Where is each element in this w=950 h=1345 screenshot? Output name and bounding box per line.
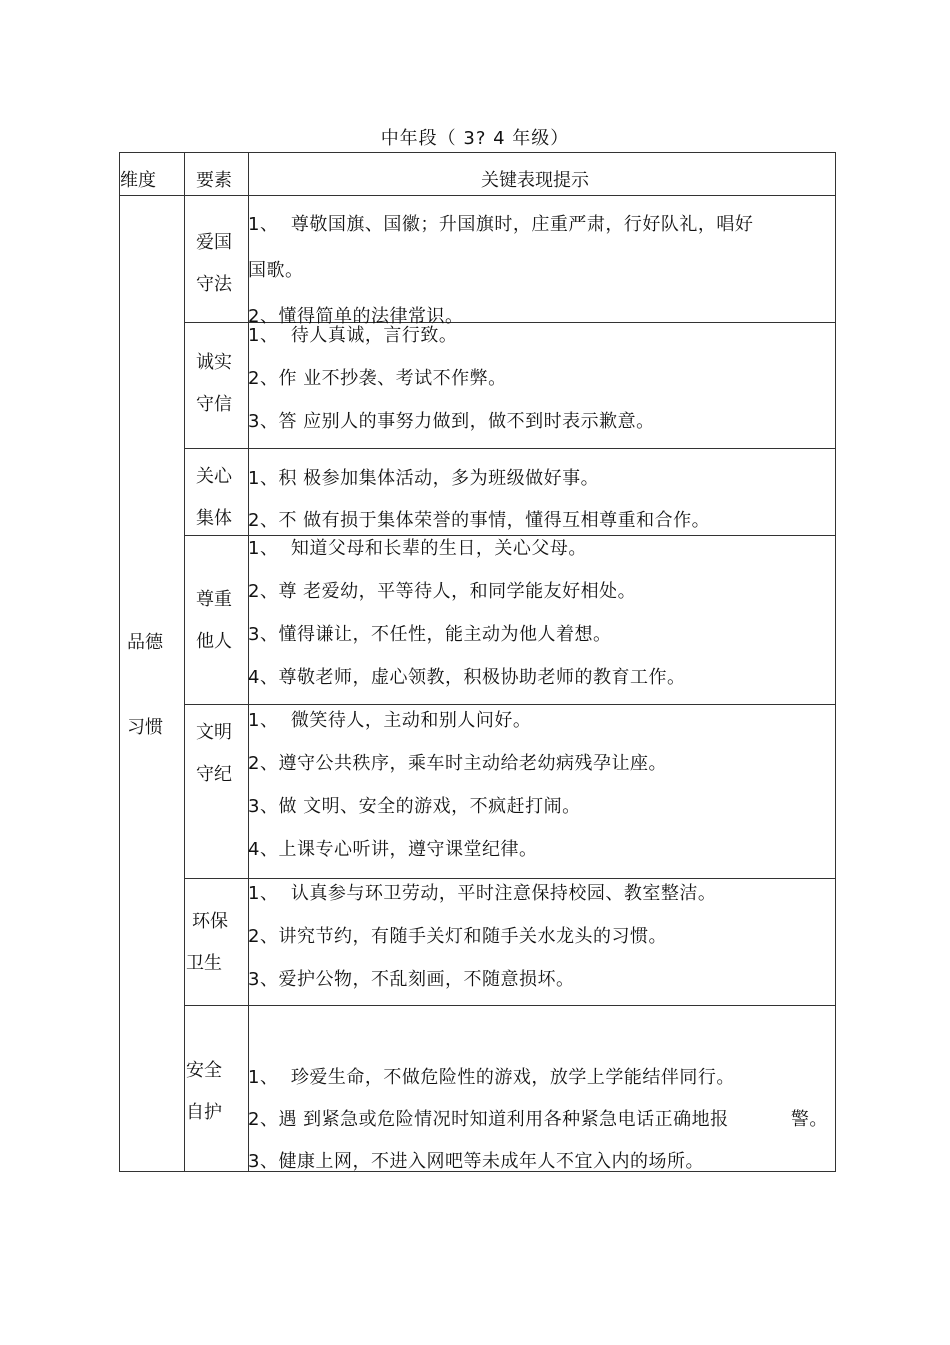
row-divider [184,448,836,449]
key-point-line: 3、懂得谦让，不任性，能主动为他人着想。 [248,624,612,645]
key-point-line: 1、积 极参加集体活动，多为班级做好事。 [248,468,600,489]
key-point-line: 1、 认真参与环卫劳动，平时注意保持校园、教室整洁。 [248,883,717,904]
header-dimension: 维度 [120,170,156,191]
element-label-line: 守法 [196,274,232,295]
element-label-line: 自护 [186,1102,222,1123]
key-point-line: 国歌。 [248,260,304,281]
header-element: 要素 [196,170,232,191]
key-point-line: 2、遵守公共秩序，乘车时主动给老幼病残孕让座。 [248,753,667,774]
key-point-line: 1、 尊敬国旗、国徽；升国旗时，庄重严肃，行好队礼，唱好 [248,214,754,235]
header-divider [119,195,836,196]
key-point-line: 3、健康上网，不进入网吧等未成年人不宜入内的场所。 [248,1151,704,1172]
element-label-line: 关心 [196,466,232,487]
element-label-line: 环保 [192,911,228,932]
element-label-line: 爱国 [196,232,232,253]
key-point-line: 1、 知道父母和长辈的生日，关心父母。 [248,538,587,559]
key-point-line: 1、 微笑待人，主动和别人问好。 [248,710,532,731]
row-divider [184,535,836,536]
element-label [186,901,228,985]
key-point-line: 3、做 文明、安全的游戏，不疯赶打闹。 [248,796,581,817]
element-label [196,342,232,426]
element-label-line: 守纪 [196,764,232,785]
table-border-left [119,152,120,1172]
key-point-line: 2、遇 到紧急或危险情况时知道利用各种紧急电话正确地报 警。 [248,1109,828,1130]
element-label-line: 他人 [196,631,232,652]
table-border-top [119,152,836,153]
table-border-right [835,152,836,1172]
element-label-line: 诚实 [196,352,232,373]
element-label-line: 集体 [196,508,232,529]
key-point-line: 3、答 应别人的事努力做到，做不到时表示歉意。 [248,411,655,432]
key-point-line: 2、作 业不抄袭、考试不作弊。 [248,368,507,389]
element-label [196,222,232,306]
key-point-line: 2、不 做有损于集体荣誉的事情，懂得互相尊重和合作。 [248,510,711,531]
key-point-line: 1、 待人真诚，言行致。 [248,325,458,346]
element-label [196,579,232,663]
row-divider [184,1005,836,1006]
key-point-line: 4、上课专心听讲，遵守课堂纪律。 [248,839,538,860]
key-point-line: 4、尊敬老师，虚心领教，积极协助老师的教育工作。 [248,667,686,688]
key-point-line: 1、 珍爱生命，不做危险性的游戏，放学上学能结伴同行。 [248,1067,735,1088]
page-title: 中年段（ 3? 4 年级） [380,128,570,149]
element-label-line: 安全 [186,1060,222,1081]
key-point-line: 2、讲究节约，有随手关灯和随手关水龙头的习惯。 [248,926,667,947]
dimension-label: 习惯 [127,717,163,738]
column-divider [184,152,185,1172]
element-label [186,1050,222,1134]
key-point-line: 2、懂得简单的法律常识。 [248,306,464,327]
key-point-line: 2、尊 老爱幼，平等待人，和同学能友好相处。 [248,581,637,602]
row-divider [184,704,836,705]
element-label [196,712,232,796]
element-label-line: 尊重 [196,589,232,610]
dimension-label: 品德 [127,632,163,653]
element-label-line: 守信 [196,394,232,415]
element-label [196,456,232,540]
element-label-line: 卫生 [186,953,222,974]
element-label-line: 文明 [196,722,232,743]
key-point-line: 3、爱护公物，不乱刻画，不随意损坏。 [248,969,575,990]
header-key-performance: 关键表现提示 [481,170,589,191]
row-divider [184,878,836,879]
column-divider [248,152,249,1172]
